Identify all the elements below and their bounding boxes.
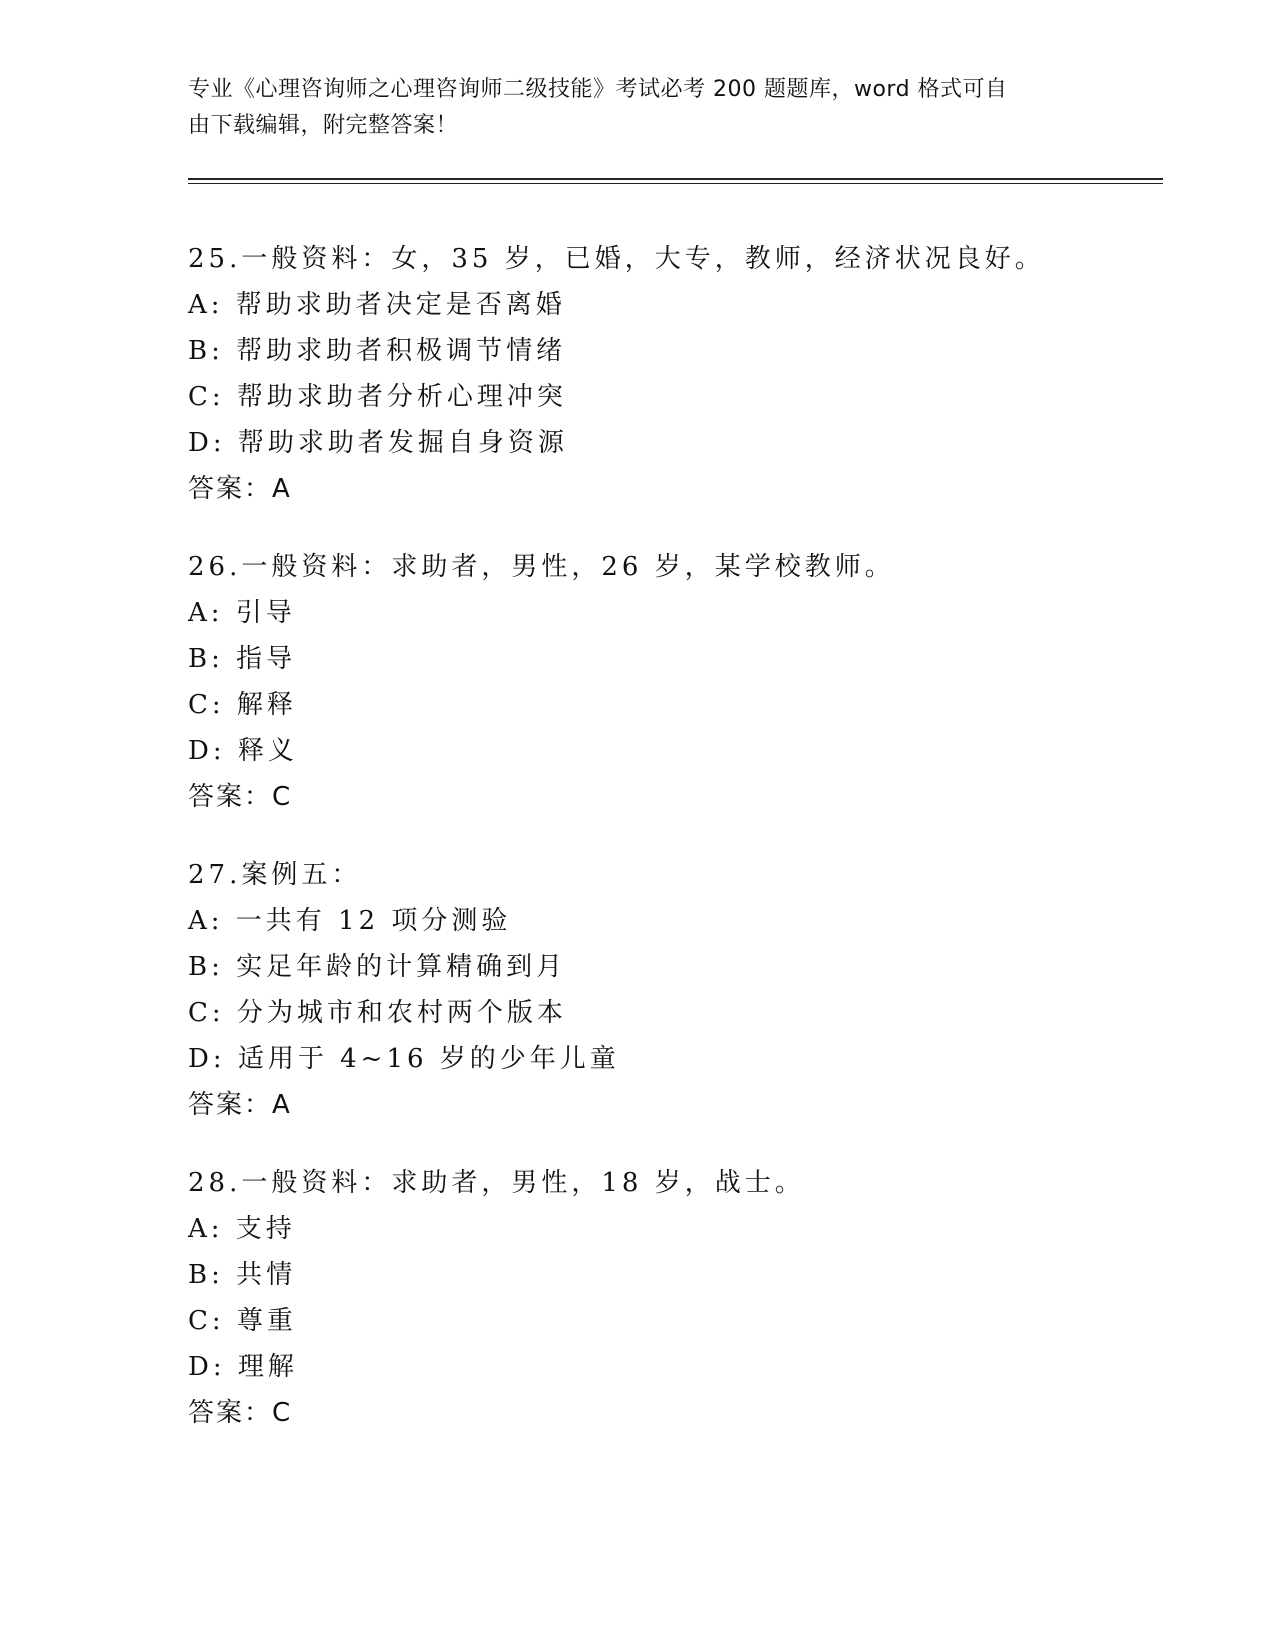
question-stem: 26.一般资料：求助者，男性，26 岁，某学校教师。 (188, 552, 895, 582)
question-stem: 28.一般资料：求助者，男性，18 岁，战士。 (188, 1168, 805, 1198)
question-26 (188, 544, 1148, 820)
answer: 答案：C (188, 782, 293, 812)
option-d: D: 释义 (188, 736, 298, 766)
answer: 答案：A (188, 1090, 292, 1120)
question-stem: 27.案例五： (188, 860, 362, 890)
option-d: D: 帮助求助者发掘自身资源 (188, 428, 568, 458)
option-d: D: 适用于 4~16 岁的少年儿童 (188, 1044, 620, 1074)
option-c: C: 尊重 (188, 1306, 297, 1336)
header-line-2: 由下载编辑，附完整答案！ (188, 113, 459, 138)
question-27 (188, 852, 1148, 1128)
option-a: A: 引导 (188, 598, 296, 628)
option-d: D: 理解 (188, 1352, 298, 1382)
option-b: B: 共情 (188, 1260, 297, 1290)
question-25 (188, 236, 1148, 512)
option-b: B: 帮助求助者积极调节情绪 (188, 336, 567, 366)
header-divider-thin (188, 183, 1163, 184)
option-a: A: 支持 (188, 1214, 296, 1244)
question-list (188, 236, 1148, 1468)
question-stem: 25.一般资料：女，35 岁，已婚，大专，教师，经济状况良好。 (188, 244, 1045, 274)
answer: 答案：C (188, 1398, 293, 1428)
answer: 答案：A (188, 474, 292, 504)
option-b: B: 指导 (188, 644, 297, 674)
option-c: C: 分为城市和农村两个版本 (188, 998, 567, 1028)
option-a: A: 帮助求助者决定是否离婚 (188, 290, 566, 320)
option-a: A: 一共有 12 项分测验 (188, 906, 512, 936)
document-header (188, 72, 1088, 144)
header-line-1: 专业《心理咨询师之心理咨询师二级技能》考试必考 200 题题库，word 格式可自 (188, 77, 1008, 102)
option-b: B: 实足年龄的计算精确到月 (188, 952, 567, 982)
header-divider (188, 178, 1163, 180)
option-c: C: 帮助求助者分析心理冲突 (188, 382, 567, 412)
question-28 (188, 1160, 1148, 1436)
option-c: C: 解释 (188, 690, 297, 720)
